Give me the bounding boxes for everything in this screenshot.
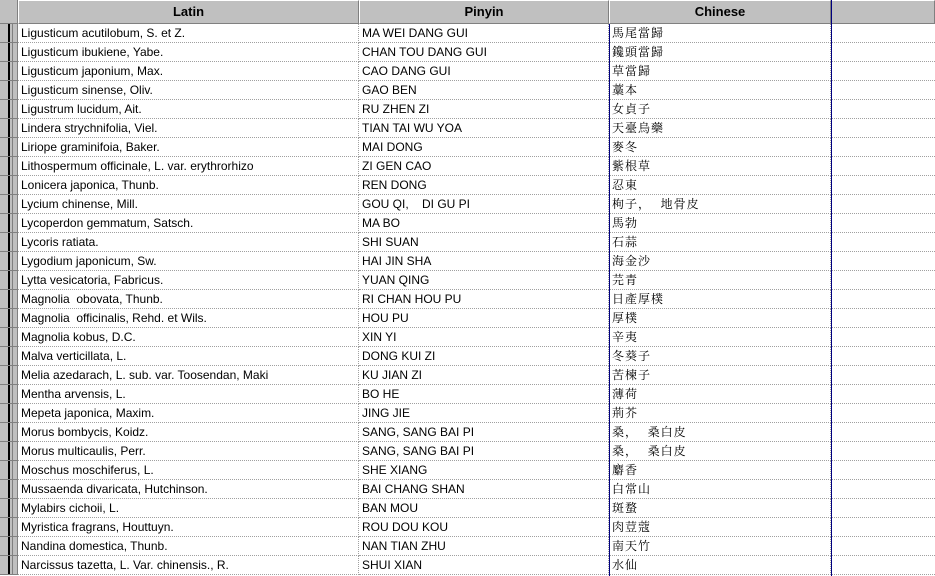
cell-empty [831, 461, 935, 480]
cell-pinyin[interactable]: ZI GEN CAO [359, 157, 609, 176]
row-selector[interactable] [0, 62, 18, 81]
cell-pinyin[interactable]: DONG KUI ZI [359, 347, 609, 366]
row-selector[interactable] [0, 214, 18, 233]
cell-pinyin[interactable]: SHI SUAN [359, 233, 609, 252]
cell-pinyin[interactable]: CHAN TOU DANG GUI [359, 43, 609, 62]
cell-chinese[interactable]: 天臺烏藥 [609, 119, 831, 138]
table-row[interactable] [0, 157, 935, 176]
cell-latin[interactable]: Ligusticum ibukiene, Yabe. [18, 43, 359, 62]
cell-latin[interactable]: Melia azedarach, L. sub. var. Toosendan, Maki [18, 366, 359, 385]
cell-latin[interactable]: Moschus moschiferus, L. [18, 461, 359, 480]
cell-empty [831, 442, 935, 461]
table-row[interactable] [0, 461, 935, 480]
table-row[interactable] [0, 442, 935, 461]
cell-empty [831, 328, 935, 347]
cell-empty [831, 214, 935, 233]
table-row[interactable] [0, 290, 935, 309]
row-selector[interactable] [0, 119, 18, 138]
cell-latin[interactable]: Lycium chinense, Mill. [18, 195, 359, 214]
table-row[interactable] [0, 423, 935, 442]
cell-empty [831, 385, 935, 404]
cell-empty [831, 43, 935, 62]
row-selector[interactable] [0, 404, 18, 423]
cell-pinyin[interactable]: SANG, SANG BAI PI [359, 423, 609, 442]
cell-chinese[interactable]: 薄荷 [609, 385, 831, 404]
cell-empty [831, 347, 935, 366]
cell-empty [831, 138, 935, 157]
row-selector[interactable] [0, 290, 18, 309]
cell-empty [831, 404, 935, 423]
cell-pinyin[interactable]: ROU DOU KOU [359, 518, 609, 537]
row-selector[interactable] [0, 43, 18, 62]
table-row[interactable] [0, 499, 935, 518]
row-selector[interactable] [0, 24, 18, 43]
cell-chinese[interactable]: 麝香 [609, 461, 831, 480]
table-row[interactable] [0, 81, 935, 100]
cell-pinyin[interactable]: HOU PU [359, 309, 609, 328]
cell-pinyin[interactable]: YUAN QING [359, 271, 609, 290]
cell-pinyin[interactable]: BAN MOU [359, 499, 609, 518]
row-selector[interactable] [0, 385, 18, 404]
cell-pinyin[interactable]: GAO BEN [359, 81, 609, 100]
cell-pinyin[interactable]: RI CHAN HOU PU [359, 290, 609, 309]
row-selector[interactable] [0, 518, 18, 537]
cell-chinese[interactable]: 白常山 [609, 480, 831, 499]
cell-latin[interactable]: Myristica fragrans, Houttuyn. [18, 518, 359, 537]
row-selector[interactable] [0, 157, 18, 176]
cell-latin[interactable]: Magnolia obovata, Thunb. [18, 290, 359, 309]
cell-latin[interactable]: Malva verticillata, L. [18, 347, 359, 366]
column-header-latin[interactable]: Latin [18, 0, 359, 24]
cell-empty [831, 271, 935, 290]
table-row[interactable] [0, 119, 935, 138]
table-row[interactable] [0, 385, 935, 404]
cell-chinese[interactable]: 忍東 [609, 176, 831, 195]
cell-pinyin[interactable]: SANG, SANG BAI PI [359, 442, 609, 461]
cell-chinese[interactable]: 馬勃 [609, 214, 831, 233]
row-selector[interactable] [0, 499, 18, 518]
row-selector[interactable] [0, 556, 18, 575]
row-selector[interactable] [0, 347, 18, 366]
cell-empty [831, 252, 935, 271]
cell-chinese[interactable]: 藁本 [609, 81, 831, 100]
table-row[interactable] [0, 347, 935, 366]
table-row[interactable] [0, 43, 935, 62]
grid-body [0, 24, 935, 575]
table-row[interactable] [0, 252, 935, 271]
table-row[interactable] [0, 404, 935, 423]
cell-latin[interactable]: Ligusticum japonium, Max. [18, 62, 359, 81]
cell-chinese[interactable]: 日產厚樸 [609, 290, 831, 309]
cell-latin[interactable]: Mentha arvensis, L. [18, 385, 359, 404]
cell-empty [831, 518, 935, 537]
cell-chinese[interactable]: 水仙 [609, 556, 831, 575]
cell-chinese[interactable]: 草當歸 [609, 62, 831, 81]
cell-pinyin[interactable]: KU JIAN ZI [359, 366, 609, 385]
cell-empty [831, 195, 935, 214]
cell-latin[interactable]: Ligusticum acutilobum, S. et Z. [18, 24, 359, 43]
row-selector[interactable] [0, 233, 18, 252]
column-header-pinyin[interactable]: Pinyin [359, 0, 609, 24]
cell-empty [831, 499, 935, 518]
cell-chinese[interactable]: 女貞子 [609, 100, 831, 119]
cell-latin[interactable]: Ligusticum sinense, Oliv. [18, 81, 359, 100]
table-row[interactable] [0, 62, 935, 81]
row-selector[interactable] [0, 328, 18, 347]
cell-latin[interactable]: Ligustrum lucidum, Ait. [18, 100, 359, 119]
cell-latin[interactable]: Narcissus tazetta, L. Var. chinensis., R. [18, 556, 359, 575]
cell-pinyin[interactable]: MA WEI DANG GUI [359, 24, 609, 43]
cell-empty [831, 100, 935, 119]
cell-empty [831, 480, 935, 499]
cell-empty [831, 537, 935, 556]
cell-chinese[interactable]: 荊芥 [609, 404, 831, 423]
cell-pinyin[interactable]: TIAN TAI WU YOA [359, 119, 609, 138]
cell-pinyin[interactable]: BO HE [359, 385, 609, 404]
cell-pinyin[interactable]: XIN YI [359, 328, 609, 347]
table-row[interactable] [0, 366, 935, 385]
chinese-column-left-border [609, 24, 610, 576]
row-selector[interactable] [0, 442, 18, 461]
cell-latin[interactable]: Mylabirs cichoii, L. [18, 499, 359, 518]
cell-latin[interactable]: Morus multicaulis, Perr. [18, 442, 359, 461]
cell-chinese[interactable]: 辛夷 [609, 328, 831, 347]
cell-chinese[interactable]: 桑， 桑白皮 [609, 423, 831, 442]
cell-chinese[interactable]: 馬尾當歸 [609, 24, 831, 43]
row-selector[interactable] [0, 480, 18, 499]
row-selector[interactable] [0, 423, 18, 442]
cell-latin[interactable]: Magnolia kobus, D.C. [18, 328, 359, 347]
cell-empty [831, 176, 935, 195]
cell-empty [831, 119, 935, 138]
cell-chinese[interactable]: 厚樸 [609, 309, 831, 328]
table-row[interactable] [0, 138, 935, 157]
cell-chinese[interactable]: 海金沙 [609, 252, 831, 271]
chinese-column-right-border [831, 0, 832, 576]
cell-latin[interactable]: Lindera strychnifolia, Viel. [18, 119, 359, 138]
cell-latin[interactable]: Lygodium japonicum, Sw. [18, 252, 359, 271]
table-row[interactable] [0, 328, 935, 347]
cell-chinese[interactable]: 桑， 桑白皮 [609, 442, 831, 461]
cell-pinyin[interactable]: CAO DANG GUI [359, 62, 609, 81]
cell-chinese[interactable]: 苦楝子 [609, 366, 831, 385]
cell-chinese[interactable]: 枸子， 地骨皮 [609, 195, 831, 214]
cell-latin[interactable]: Liriope graminifoia, Baker. [18, 138, 359, 157]
table-row[interactable] [0, 100, 935, 119]
select-all-corner[interactable] [0, 0, 18, 24]
cell-chinese[interactable]: 南天竹 [609, 537, 831, 556]
cell-latin[interactable]: Lithospermum officinale, L. var. erythrorhizo [18, 157, 359, 176]
cell-empty [831, 81, 935, 100]
row-selector[interactable] [0, 81, 18, 100]
row-selector[interactable] [0, 195, 18, 214]
cell-chinese[interactable]: 肉荳蔻 [609, 518, 831, 537]
table-row[interactable] [0, 518, 935, 537]
row-selector[interactable] [0, 366, 18, 385]
column-header-empty [831, 0, 935, 24]
cell-latin[interactable]: Mepeta japonica, Maxim. [18, 404, 359, 423]
table-row[interactable] [0, 195, 935, 214]
cell-empty [831, 556, 935, 575]
cell-empty [831, 423, 935, 442]
cell-empty [831, 62, 935, 81]
cell-latin[interactable]: Magnolia officinalis, Rehd. et Wils. [18, 309, 359, 328]
table-row[interactable] [0, 271, 935, 290]
row-selector[interactable] [0, 309, 18, 328]
table-row[interactable] [0, 556, 935, 575]
table-row[interactable] [0, 214, 935, 233]
column-header-row [0, 0, 935, 24]
table-row[interactable] [0, 176, 935, 195]
row-selector[interactable] [0, 100, 18, 119]
cell-chinese[interactable]: 芫青 [609, 271, 831, 290]
cell-empty [831, 309, 935, 328]
cell-latin[interactable]: Nandina domestica, Thunb. [18, 537, 359, 556]
row-selector[interactable] [0, 461, 18, 480]
cell-chinese[interactable]: 冬葵子 [609, 347, 831, 366]
column-header-chinese[interactable]: Chinese [609, 0, 831, 24]
cell-empty [831, 24, 935, 43]
row-selector[interactable] [0, 271, 18, 290]
cell-latin[interactable]: Lonicera japonica, Thunb. [18, 176, 359, 195]
cell-pinyin[interactable]: RU ZHEN ZI [359, 100, 609, 119]
cell-chinese[interactable]: 鑱頭當歸 [609, 43, 831, 62]
cell-latin[interactable]: Morus bombycis, Koidz. [18, 423, 359, 442]
table-row[interactable] [0, 309, 935, 328]
cell-chinese[interactable]: 麥冬 [609, 138, 831, 157]
cell-pinyin[interactable]: MAI DONG [359, 138, 609, 157]
cell-pinyin[interactable]: GOU QI, DI GU PI [359, 195, 609, 214]
cell-chinese[interactable]: 斑蝥 [609, 499, 831, 518]
cell-pinyin[interactable]: SHUI XIAN [359, 556, 609, 575]
cell-latin[interactable]: Lycoris ratiata. [18, 233, 359, 252]
row-selector[interactable] [0, 537, 18, 556]
row-selector[interactable] [0, 176, 18, 195]
cell-latin[interactable]: Lycoperdon gemmatum, Satsch. [18, 214, 359, 233]
cell-pinyin[interactable]: NAN TIAN ZHU [359, 537, 609, 556]
cell-pinyin[interactable]: JING JIE [359, 404, 609, 423]
cell-chinese[interactable]: 紫根草 [609, 157, 831, 176]
cell-pinyin[interactable]: HAI JIN SHA [359, 252, 609, 271]
cell-pinyin[interactable]: BAI CHANG SHAN [359, 480, 609, 499]
table-row[interactable] [0, 233, 935, 252]
row-selector[interactable] [0, 252, 18, 271]
cell-latin[interactable]: Lytta vesicatoria, Fabricus. [18, 271, 359, 290]
cell-pinyin[interactable]: SHE XIANG [359, 461, 609, 480]
cell-chinese[interactable]: 石蒜 [609, 233, 831, 252]
cell-empty [831, 290, 935, 309]
cell-empty [831, 233, 935, 252]
row-selector[interactable] [0, 138, 18, 157]
cell-latin[interactable]: Mussaenda divaricata, Hutchinson. [18, 480, 359, 499]
cell-empty [831, 366, 935, 385]
table-row[interactable] [0, 24, 935, 43]
cell-pinyin[interactable]: REN DONG [359, 176, 609, 195]
table-row[interactable] [0, 480, 935, 499]
table-row[interactable] [0, 537, 935, 556]
cell-empty [831, 157, 935, 176]
cell-pinyin[interactable]: MA BO [359, 214, 609, 233]
